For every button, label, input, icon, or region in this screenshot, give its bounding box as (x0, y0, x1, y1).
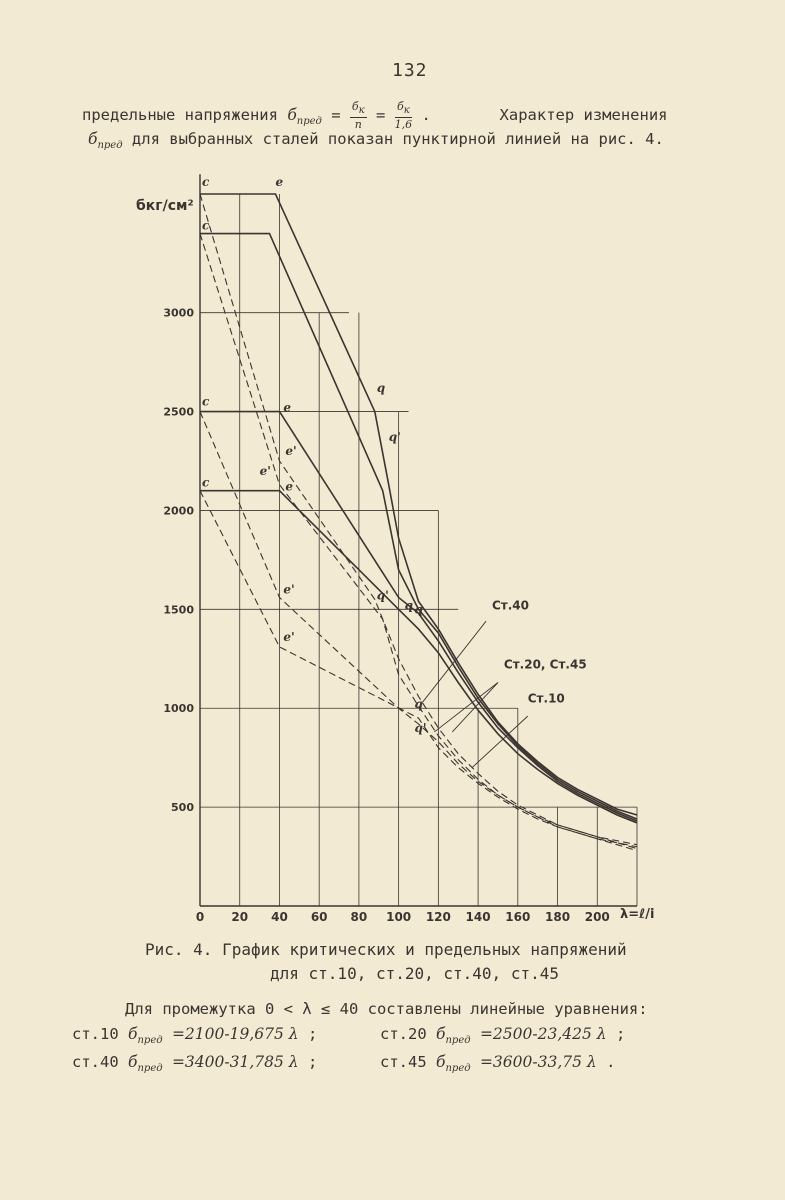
eq-sigma: б (436, 1053, 446, 1071)
eq-sigma: б (128, 1053, 138, 1071)
steel-label: Cт.40 (491, 598, 530, 613)
x-tick-label: 20 (231, 910, 249, 924)
eq-sub: пред (137, 1035, 163, 1047)
point-label: e (285, 479, 294, 494)
equals-sign: = (331, 106, 341, 125)
equation-st10 (72, 1025, 317, 1046)
x-tick-label: 100 (386, 910, 412, 924)
figure-caption-line-2: для ст.10, ст.20, ст.40, ст.45 (270, 964, 559, 983)
eq-sub: пред (445, 1063, 471, 1075)
y-tick-label: 1500 (163, 603, 194, 617)
body-line-1: Для промежутка 0 < λ ≤ 40 составлены линейные уравнения: (125, 1000, 648, 1018)
sigma-symbol: б (287, 106, 297, 125)
point-label: e' (283, 629, 295, 644)
eq-steel: ст.40 (72, 1053, 119, 1071)
eq-sep: ; (307, 1053, 318, 1071)
frac1-num: б (351, 100, 359, 113)
y-tick-label: 2500 (163, 405, 194, 419)
point-label: q (404, 598, 413, 613)
point-label: q' (388, 430, 401, 445)
sub-pred: пред (296, 116, 322, 128)
x-tick-label: 140 (465, 910, 491, 924)
chart-axes (200, 174, 637, 906)
eq-steel: ст.10 (72, 1025, 119, 1043)
point-label: q (414, 602, 423, 617)
eq-steel: ст.20 (380, 1025, 427, 1043)
eq-sigma: б (128, 1025, 138, 1043)
eq-rhs: =3400-31,785 λ (171, 1053, 299, 1071)
x-tick-label: 180 (545, 910, 571, 924)
eq-steel: ст.45 (380, 1053, 427, 1071)
equation-st40 (72, 1053, 317, 1074)
equation-st45 (380, 1053, 615, 1074)
intro-tail: Характер изменения (499, 106, 668, 125)
y-axis-label: бкг/см² (136, 198, 194, 214)
point-label: q (376, 380, 386, 395)
sub-pred-2: пред (97, 140, 123, 152)
sigma-symbol-2: б (88, 130, 98, 148)
x-tick-label: 40 (271, 910, 288, 924)
intro-text: предельные напряжения (82, 106, 278, 125)
equals-sign-2: = (375, 106, 386, 125)
x-tick-label: 80 (350, 910, 368, 924)
eq-sep: ; (615, 1025, 626, 1043)
point-label: e' (285, 444, 297, 459)
frac1-den: n (354, 118, 362, 132)
point-label: e' (259, 463, 271, 478)
y-tick-label: 3000 (163, 306, 194, 320)
point-label: c (201, 218, 210, 233)
y-tick-label: 500 (171, 801, 194, 815)
eq-rhs: =2500-23,425 λ (479, 1025, 607, 1043)
steel-label: Cт.10 (527, 691, 565, 706)
y-tick-label: 1000 (163, 702, 194, 716)
x-tick-label: 0 (195, 910, 205, 924)
point-label: e (275, 175, 284, 190)
y-tick-label: 2000 (163, 504, 194, 518)
steel-label: Cт.20, Cт.45 (503, 657, 587, 672)
frac2-num: б (397, 100, 404, 113)
point-label: c (201, 175, 210, 190)
x-tick-label: 160 (505, 910, 531, 924)
point-label: q' (414, 720, 427, 735)
eq-sep: . (606, 1053, 616, 1071)
point-label: q (414, 697, 423, 712)
series-line-5 (200, 234, 637, 847)
figure-caption-line-1: Рис. 4. График критических и предельных напряжений (145, 940, 627, 959)
eq-sub: пред (137, 1063, 163, 1075)
eq-rhs: =2100-19,675 λ (171, 1025, 299, 1043)
frac2-num-sub: к (403, 105, 410, 117)
series-line-4 (200, 194, 637, 845)
x-tick-label: 120 (425, 910, 451, 924)
point-label: q' (376, 588, 389, 603)
frac2-den: 1,6 (394, 118, 413, 132)
chart-grid (200, 194, 637, 906)
chart-lines (200, 194, 637, 851)
point-label: c (201, 394, 210, 409)
point-label: c (201, 475, 210, 490)
point-label: e (283, 400, 292, 415)
equation-st20 (380, 1025, 625, 1046)
frac1-num-sub: к (358, 105, 365, 117)
x-axis-label: λ=ℓ/i (620, 907, 655, 922)
x-tick-label: 60 (310, 910, 328, 924)
period: . (421, 106, 431, 125)
x-tick-label: 200 (584, 910, 610, 924)
leader-line (434, 683, 498, 732)
eq-sep: ; (307, 1025, 318, 1043)
eq-sub: пред (445, 1035, 471, 1047)
intro-line2-text: для выбранных сталей показан пунктирной линией на рис. 4. (131, 130, 664, 148)
page-number: 132 (392, 60, 428, 81)
eq-sigma: б (436, 1025, 446, 1043)
point-label: e' (283, 582, 295, 597)
eq-rhs: =3600-33,75 λ (479, 1053, 597, 1071)
